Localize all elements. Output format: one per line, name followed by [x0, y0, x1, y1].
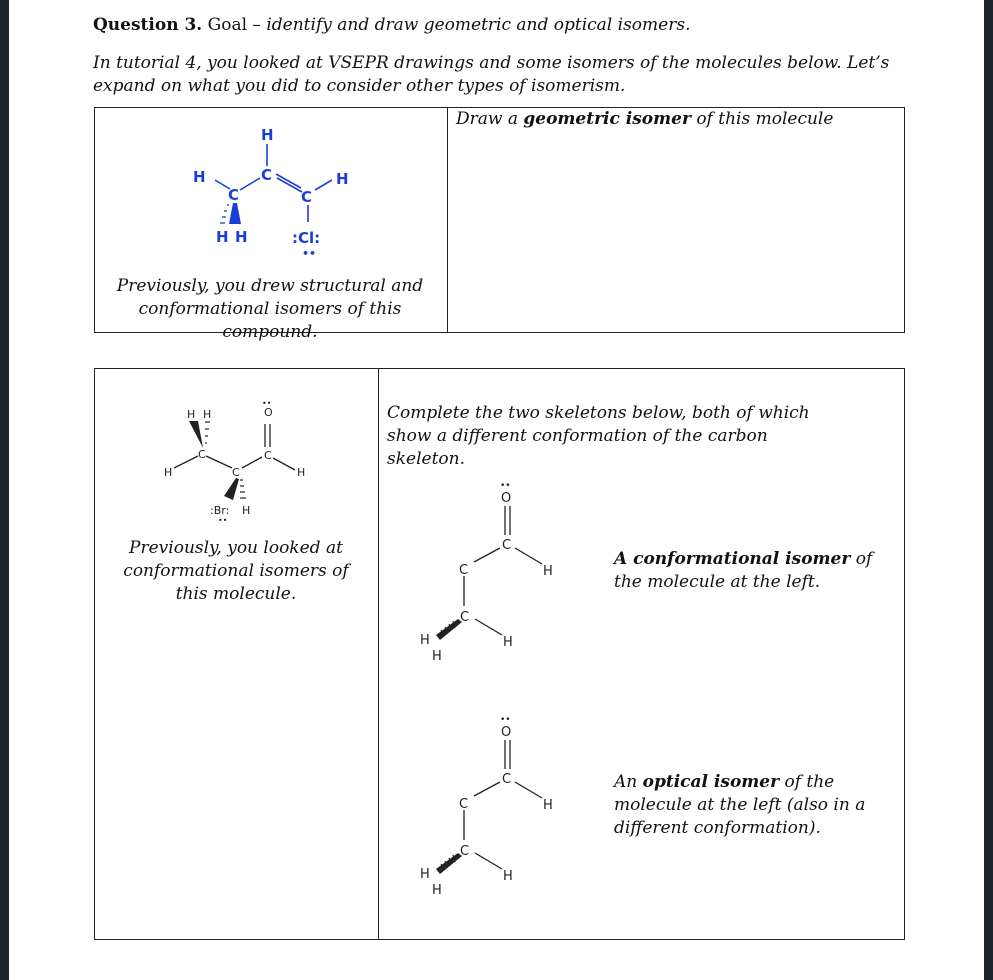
skeleton2-c-low: C — [460, 844, 470, 859]
skeleton1-c-carbonyl: C — [502, 538, 512, 553]
vinyl-chloride-molecule — [180, 118, 360, 258]
chlorine-lone-pair: •• — [302, 247, 317, 258]
bromo-molecule — [160, 400, 320, 525]
table1-caption: Previously, you drew structural and conformational isomers of this compound. — [116, 276, 424, 342]
skeleton1-oxygen-lone-pair: •• — [500, 481, 511, 491]
skeleton1-c-low: C — [460, 610, 470, 625]
atom-h-right: H — [297, 466, 306, 479]
table2-instructions: Complete the two skeletons below, both of which show a different conformation of the carbon skeleton. — [387, 403, 810, 469]
geometric-prompt-bold: geometric isomer — [523, 109, 691, 129]
skeleton2-oxygen: O — [501, 725, 512, 740]
goal-prefix: Goal – — [207, 15, 261, 35]
atom-h1: H — [187, 408, 196, 421]
goal-text: identify and draw geometric and optical isomers. — [266, 15, 691, 35]
skeleton1-oxygen: O — [501, 491, 512, 506]
atom-h-left: H — [193, 168, 206, 186]
task1-bold: A conformational isomer — [614, 549, 851, 569]
window-edge-left — [0, 0, 9, 980]
optical-skeleton[interactable] — [412, 712, 562, 902]
table-conformational-divider — [378, 368, 379, 939]
skeleton2-h-wedge: H — [432, 883, 442, 898]
task-optical — [614, 771, 894, 840]
task2-rest-2: molecule at the left (also in a — [614, 795, 866, 815]
atom-h2: H — [203, 408, 212, 421]
skeleton1-h-dash: H — [420, 633, 430, 648]
task1-rest-2: the molecule at the left. — [614, 572, 821, 592]
skeleton2-c-carbonyl: C — [502, 772, 512, 787]
task2-prefix: An — [614, 772, 638, 792]
table-geometric-divider — [447, 107, 448, 332]
skeleton1-h-right: H — [543, 564, 553, 579]
atom-chlorine: :Cl: — [292, 229, 321, 247]
atom-h-bottom-2: H — [235, 228, 248, 246]
skeleton2-c-mid: C — [459, 797, 469, 812]
skeleton2-h-right: H — [543, 798, 553, 813]
question-label: Question 3. — [93, 15, 203, 35]
atom-h-top: H — [261, 126, 274, 144]
skeleton2-h-dash: H — [420, 867, 430, 882]
atom-h-right: H — [336, 170, 349, 188]
conformational-skeleton[interactable] — [412, 478, 562, 668]
geometric-prompt-prefix: Draw a — [456, 109, 518, 129]
atom-c-left: C — [228, 186, 240, 204]
bromine-lone-pair: •• — [218, 516, 228, 525]
atom-c-right: C — [301, 188, 313, 206]
geometric-prompt-suffix: of this molecule — [696, 109, 834, 129]
atom-c-top: C — [261, 166, 273, 184]
atom-h-bottom-1: H — [216, 228, 229, 246]
skeleton2-h-low: H — [503, 869, 513, 884]
window-edge-right — [984, 0, 993, 980]
atom-oxygen: O — [264, 406, 273, 419]
skeleton2-oxygen-lone-pair: •• — [500, 715, 511, 725]
task2-rest-3: different conformation). — [614, 818, 821, 838]
intro-text: In tutorial 4, you looked at VSEPR drawings and some isomers of the molecules below. Let’s expand on what you did to consider other types of isomerism. — [93, 53, 890, 96]
geometric-drawing-area[interactable] — [449, 136, 901, 330]
atom-bromine: :Br: — [210, 504, 230, 517]
atom-h-bottom: H — [242, 504, 251, 517]
table2-caption: Previously, you looked at conformational isomers of this molecule. — [123, 538, 349, 604]
skeleton1-h-wedge: H — [432, 649, 442, 664]
skeleton1-h-low: H — [503, 635, 513, 650]
oxygen-lone-pair: •• — [262, 400, 272, 408]
question-title — [93, 15, 690, 35]
task2-bold: optical isomer — [642, 772, 780, 792]
geometric-prompt — [456, 108, 896, 131]
task-conformational — [614, 548, 894, 594]
atom-c3: C — [232, 466, 240, 479]
task2-rest-1: of the — [784, 772, 835, 792]
atom-c1: C — [198, 448, 206, 461]
skeleton1-c-mid: C — [459, 563, 469, 578]
atom-c2: C — [264, 449, 272, 462]
task1-rest-1: of — [855, 549, 873, 569]
atom-h-left: H — [164, 466, 173, 479]
